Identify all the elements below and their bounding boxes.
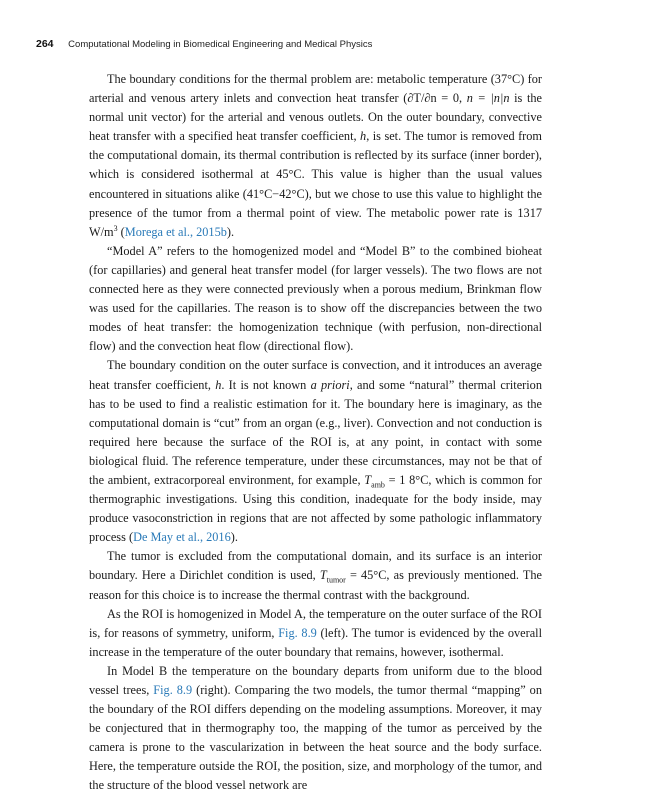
p1-text-a: The boundary conditions for the thermal problem are: metabolic temperature (37°C) for arterial and venous artery inlets and convection heat transfer (∂T/∂n = 0, [89, 72, 542, 106]
math-h-2: h [215, 377, 222, 392]
page-number: 264 [36, 38, 54, 50]
p4-text-b: = 45°C, as previously mentioned. The reason for this choice is to increase the thermal contrast with the background. [89, 568, 543, 602]
math-T-tumor: T [319, 568, 327, 583]
p6-text-b: (right). Comparing the two models, the tumor thermal “mapping” on the boundary of the ROI differs depending on the modeling assumptions. Moreover, it may be conjectured that in thermography too, the mapping of the tumor as perceived by the camera is prone to the vascularization in between the heat source and the body surface. Here, the temperature outside the ROI, the position, size, and morphology of the tumor, and the structure of the blood vessel network are [89, 683, 542, 793]
p3-text-d: , and some “natural” thermal criterion has to be used to find a realistic estimation for it. The boundary here is imaginary, as the computational domain is “cut” from an organ (e.g., liver). Convection and not conduction is required here because the surface of the ROI is, at any point, in contact with some biological fluid. The reference temperature, under these circumstances, may not be that of the ambient, extracorporeal environment, for example, [89, 377, 542, 487]
p1-text-c: , is set. The tumor is removed from the computational domain, its thermal contribution is reflected by its surface (inner border), which is considered isothermal at 45°C. This value is higher than the usual values encountered in situations alike (41°C−42°C), but we chose to use this value to highlight the presence of the tumor from a thermal point of view. The metabolic power rate is 1317 W/m [89, 129, 542, 239]
math-sub-amb: amb [371, 480, 385, 490]
p3-text-a: The boundary condition on the outer surface is convection, and it introduces an average heat transfer coefficient, [89, 358, 542, 392]
p1-text-d: ( [117, 224, 125, 239]
body-text [89, 70, 542, 796]
citation-morega-2015b[interactable]: Morega et al., 2015b [124, 224, 227, 239]
paragraph-2: “Model A” refers to the homogenized model and “Model B” to the combined bioheat (for capillaries) and general heat transfer model (for larger vessels). The two flows are not connected here as they were connected previously when a porous medium, Brinkman flow was used for the capillaries. The reason is to show off the discrepancies between the two modes of heat transfer: the homogenization technique (with perfusion, non-directional flow) and the convection heat flow (directional flow). [89, 243, 542, 354]
p1-text-b: is the normal unit vector) for the arterial and venous outlets. On the outer boundary, convective heat transfer with a specified heat transfer coefficient, [89, 91, 543, 144]
math-sub-tumor: tumor [326, 575, 346, 585]
citation-de-may-2016[interactable]: De May et al., 2016 [133, 530, 231, 545]
figure-ref-8-9-left[interactable]: Fig. 8.9 [278, 625, 317, 640]
p3-text-f: ). [230, 530, 238, 545]
paragraph-5 [89, 605, 542, 662]
paragraph-4 [89, 547, 542, 604]
math-n-eq: n = |n|n [466, 91, 510, 106]
math-T-amb: T [364, 472, 372, 487]
p3-text-b: . It is not known [221, 377, 311, 392]
paragraph-6 [89, 662, 542, 796]
p3-text-e: = 1 8°C, which is common for thermographic investigations. Using this condition, inadequate for the body inside, may produce vasoconstriction in regions that are not affected by some pathologic inflammatory process ( [89, 472, 542, 545]
p4-text-a: The tumor is excluded from the computational domain, and its surface is an interior boundary. Here a Dirichlet condition is used, [89, 549, 542, 583]
math-superscript-3: 3 [113, 223, 118, 233]
running-title: Computational Modeling in Biomedical Engineering and Medical Physics [68, 39, 373, 50]
paragraph-3 [89, 356, 542, 547]
math-h: h [360, 129, 367, 144]
p1-text-e: ). [226, 224, 235, 239]
p3-italic-a-priori: a priori [310, 377, 350, 392]
figure-ref-8-9-right[interactable]: Fig. 8.9 [153, 683, 193, 697]
p5-text-a: As the ROI is homogenized in Model A, the temperature on the outer surface of the ROI is, for reasons of symmetry, uniform, [89, 606, 542, 640]
p6-text-a: In Model B the temperature on the boundary departs from uniform due to the blood vessel trees, [89, 663, 542, 697]
running-header [36, 38, 596, 50]
paragraph-1 [89, 70, 542, 242]
p5-text-b: (left). The tumor is evidenced by the overall increase in the temperature of the outer boundary that remains, however, isothermal. [89, 625, 542, 659]
